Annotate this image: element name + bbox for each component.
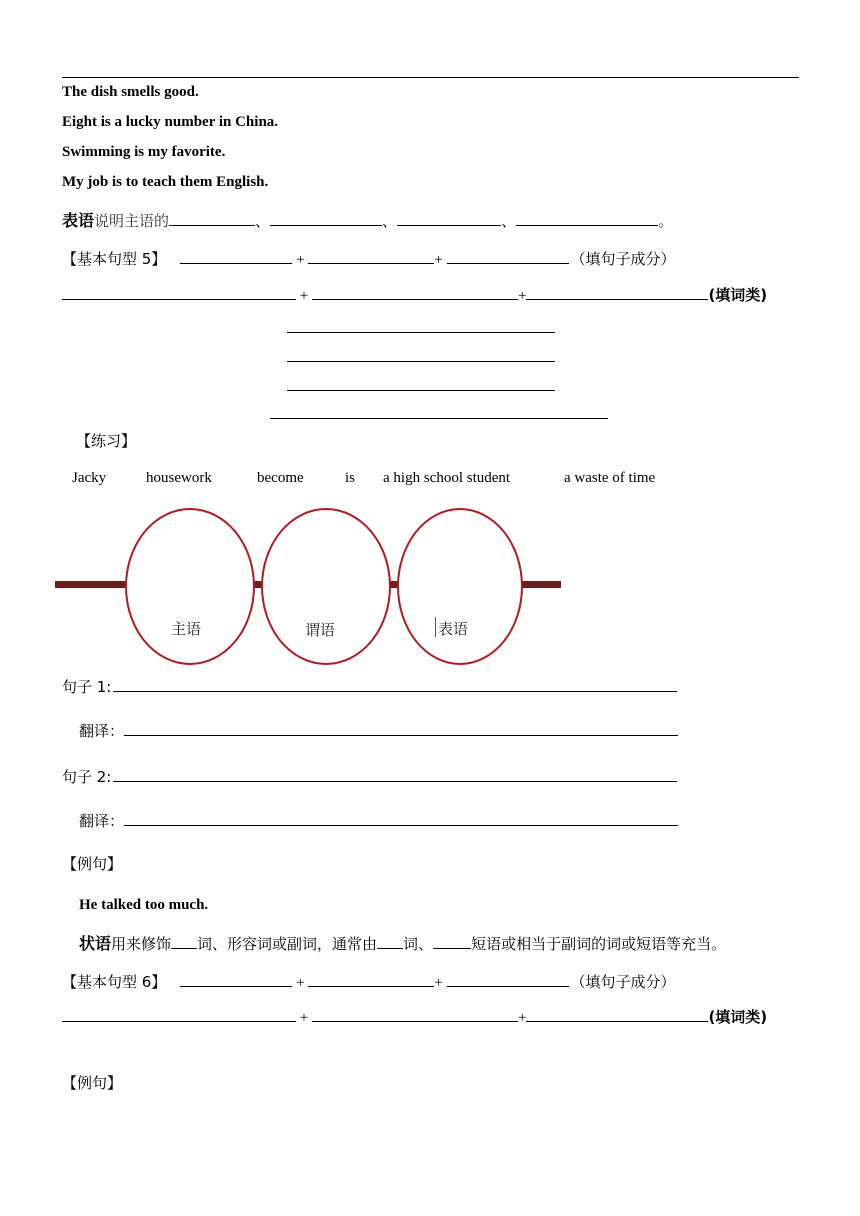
- example-label-2: 【例句】: [62, 1074, 123, 1092]
- separator: 、: [501, 212, 517, 230]
- plus-sign: +: [296, 252, 305, 268]
- sentence-1-blank[interactable]: [113, 690, 677, 692]
- answer-line[interactable]: [287, 390, 555, 391]
- pattern5-wordclass-row: [62, 284, 767, 305]
- sentence-2-row: [62, 766, 677, 787]
- diagram-bar-right: [521, 581, 561, 588]
- predicative-oval[interactable]: [397, 508, 523, 665]
- blank[interactable]: [312, 298, 518, 300]
- predicative-oval-label: 表语: [438, 620, 469, 638]
- practice-label: 【练习】: [76, 432, 137, 450]
- text-cursor: [435, 617, 436, 637]
- blank[interactable]: [397, 224, 501, 226]
- plus-sign: +: [434, 975, 443, 991]
- blank[interactable]: [180, 262, 292, 264]
- blank[interactable]: [447, 985, 569, 987]
- example-sentence-4: My job is to teach them English.: [62, 174, 269, 190]
- translation-2-row: [79, 810, 678, 831]
- blank[interactable]: [516, 224, 658, 226]
- blank[interactable]: [171, 947, 197, 949]
- predicative-text: 说明主语的: [94, 212, 170, 230]
- blank[interactable]: [169, 224, 255, 226]
- translation-2-blank[interactable]: [124, 824, 678, 826]
- predicate-oval[interactable]: [261, 508, 391, 665]
- adverbial-term: 状语: [79, 934, 112, 953]
- blank[interactable]: [526, 298, 708, 300]
- pattern6-components-row: [62, 971, 676, 992]
- pattern5-note-components: （填句子成分）: [570, 250, 676, 268]
- adverbial-example: He talked too much.: [79, 897, 209, 913]
- plus-sign: +: [517, 288, 527, 304]
- practice-word: a waste of time: [564, 470, 656, 486]
- pattern6-wordclass-row: [62, 1006, 767, 1027]
- pattern5-components-row: [62, 248, 676, 269]
- pattern5-note-wordclass: (填词类): [708, 286, 768, 304]
- sentence-2-label: 句子 2:: [62, 768, 112, 786]
- blank[interactable]: [62, 298, 296, 300]
- separator: 、: [382, 212, 398, 230]
- practice-word: housework: [146, 470, 212, 486]
- example-sentence-1: The dish smells good.: [62, 84, 199, 100]
- practice-word: a high school student: [383, 470, 511, 486]
- translation-1-row: [79, 720, 678, 741]
- subject-oval-label: 主语: [171, 620, 202, 638]
- predicative-term: 表语: [62, 211, 95, 230]
- pattern6-note-wordclass: (填词类): [708, 1008, 768, 1026]
- example-label: 【例句】: [62, 855, 123, 873]
- blank[interactable]: [270, 224, 382, 226]
- adverbial-text-4: 短语或相当于副词的词或短语等充当。: [471, 935, 727, 953]
- blank[interactable]: [308, 985, 434, 987]
- practice-word: Jacky: [72, 470, 107, 486]
- example-sentence-3: Swimming is my favorite.: [62, 144, 226, 160]
- blank[interactable]: [308, 262, 434, 264]
- practice-word: is: [345, 470, 356, 486]
- blank[interactable]: [377, 947, 403, 949]
- translation-2-label: 翻译：: [79, 812, 125, 830]
- answer-line[interactable]: [287, 361, 555, 362]
- sentence-1-label: 句子 1:: [62, 678, 112, 696]
- practice-word: become: [257, 470, 304, 486]
- plus-sign: +: [299, 1010, 309, 1026]
- predicate-oval-label: 谓语: [305, 621, 336, 639]
- example-sentence-2: Eight is a lucky number in China.: [62, 114, 279, 130]
- plus-sign: +: [299, 288, 309, 304]
- sentence-2-blank[interactable]: [113, 780, 677, 782]
- sentence-1-row: [62, 676, 677, 697]
- period: 。: [658, 212, 674, 230]
- blank[interactable]: [526, 1020, 708, 1022]
- translation-1-label: 翻译：: [79, 722, 125, 740]
- adverbial-text-1: 用来修饰: [111, 935, 172, 953]
- pattern6-note-components: （填句子成分）: [570, 973, 676, 991]
- predicative-definition: [62, 208, 673, 231]
- blank[interactable]: [312, 1020, 518, 1022]
- adverbial-definition: [79, 931, 726, 954]
- blank[interactable]: [180, 985, 292, 987]
- separator: 、: [255, 212, 271, 230]
- plus-sign: +: [296, 975, 305, 991]
- pattern6-label: 【基本句型 6】: [62, 973, 167, 991]
- adverbial-text-2: 词、形容词或副词，通常由: [197, 935, 378, 953]
- answer-line[interactable]: [270, 418, 608, 419]
- translation-1-blank[interactable]: [124, 734, 678, 736]
- pattern5-label: 【基本句型 5】: [62, 250, 167, 268]
- blank[interactable]: [433, 947, 471, 949]
- answer-line[interactable]: [287, 332, 555, 333]
- plus-sign: +: [517, 1010, 527, 1026]
- blank[interactable]: [447, 262, 569, 264]
- blank[interactable]: [62, 1020, 296, 1022]
- plus-sign: +: [434, 252, 443, 268]
- top-rule: [62, 77, 799, 78]
- diagram-bar-left: [55, 581, 127, 588]
- adverbial-text-3: 词、: [403, 935, 434, 953]
- subject-oval[interactable]: [125, 508, 255, 665]
